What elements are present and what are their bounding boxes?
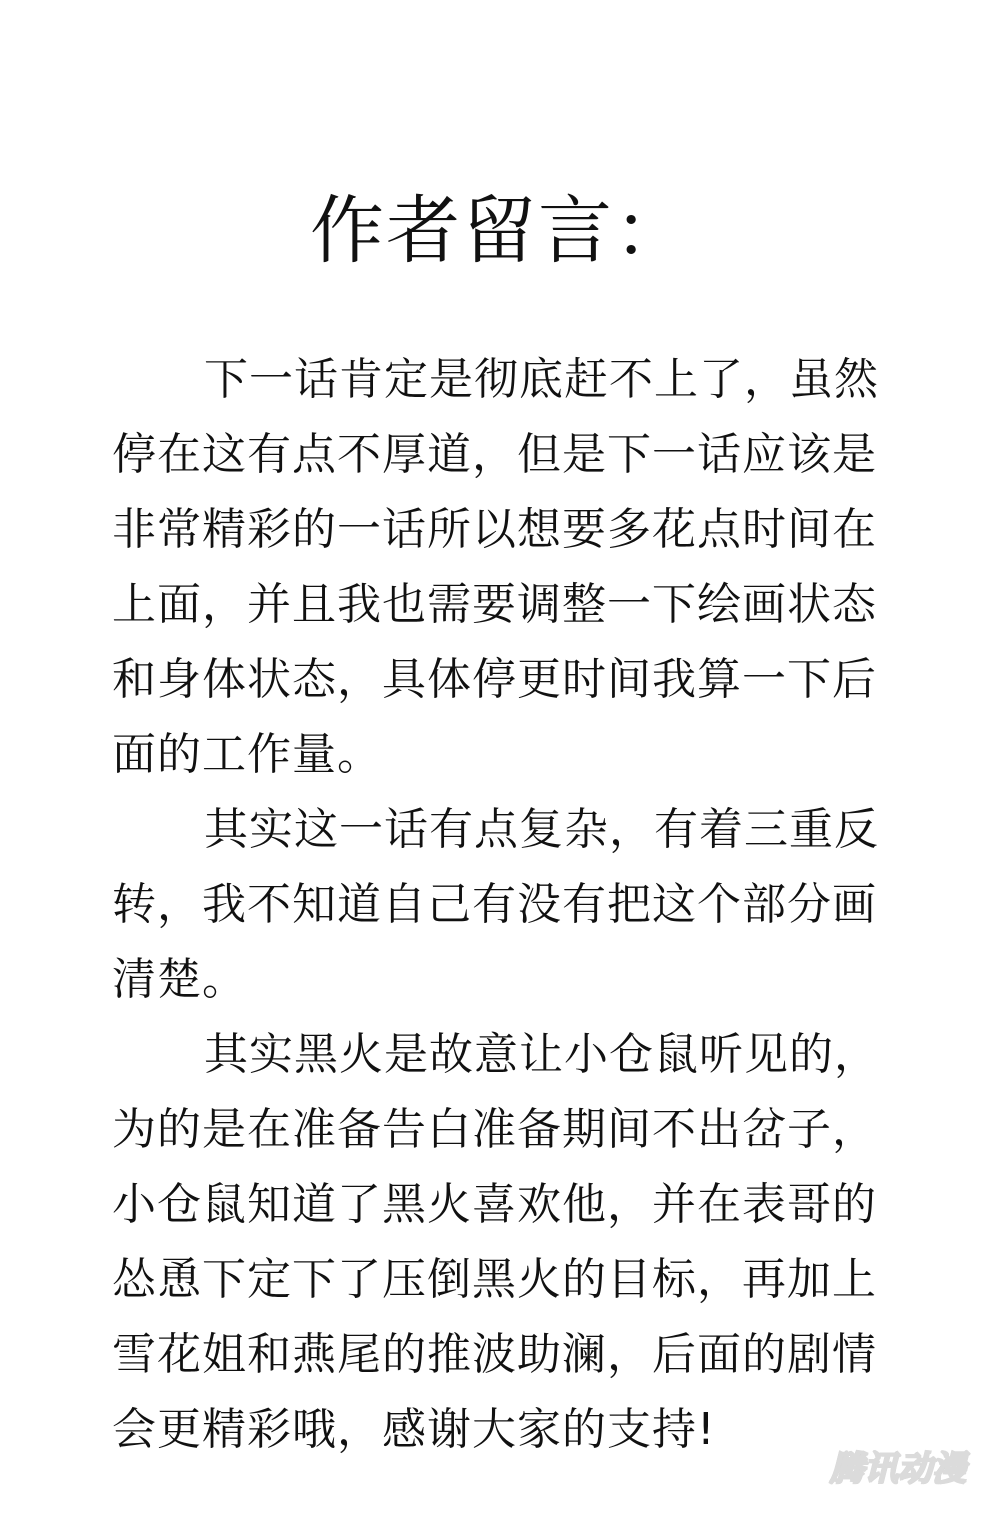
paragraph-2-line-2: 转，我不知道自己有没有把这个部分画 <box>112 879 877 930</box>
paragraph-1-line-2: 停在这有点不厚道，但是下一话应该是 <box>112 429 877 480</box>
paragraph-3-line-5: 雪花姐和燕尾的推波助澜，后面的剧情 <box>112 1329 877 1380</box>
paragraph-2-line-3: 清楚。 <box>112 954 247 1005</box>
paragraph-3-line-6: 会更精彩哦，感谢大家的支持! <box>112 1404 716 1455</box>
paragraph-1-line-5: 和身体状态，具体停更时间我算一下后 <box>112 654 877 705</box>
page-title: 作者留言： <box>310 188 690 274</box>
paragraph-1-line-6: 面的工作量。 <box>112 729 382 780</box>
watermark-logo: 腾讯动漫 <box>830 1448 966 1489</box>
paragraph-1-line-4: 上面，并且我也需要调整一下绘画状态 <box>112 579 877 630</box>
paragraph-1-line-3: 非常精彩的一话所以想要多花点时间在 <box>112 504 877 555</box>
paragraph-2-line-1: 其实这一话有点复杂，有着三重反 <box>204 804 879 855</box>
paragraph-3-line-2: 为的是在准备告白准备期间不出岔子， <box>112 1104 877 1155</box>
paragraph-3-line-4: 怂恿下定下了压倒黑火的目标，再加上 <box>112 1254 877 1305</box>
paragraph-3-line-1: 其实黑火是故意让小仓鼠听见的， <box>204 1029 879 1080</box>
paragraph-3-line-3: 小仓鼠知道了黑火喜欢他，并在表哥的 <box>112 1179 877 1230</box>
paragraph-1-line-1: 下一话肯定是彻底赶不上了，虽然 <box>204 354 879 405</box>
